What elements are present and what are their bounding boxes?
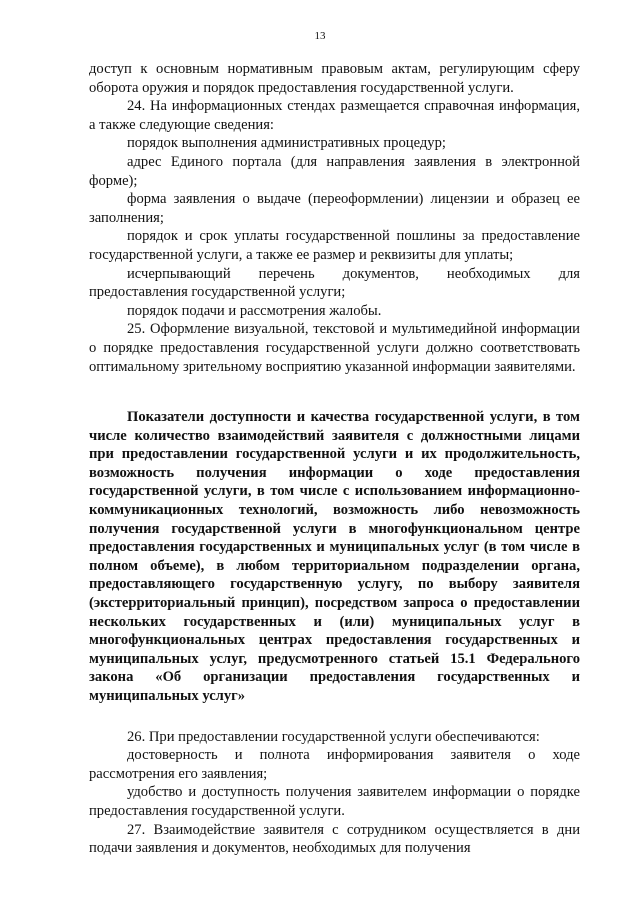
paragraph-admin-procedures: порядок выполнения административных процедур;	[127, 135, 446, 152]
paragraph-convenience: удобство и доступность получения заявителем информации о порядке предоставления государственной услуги.	[89, 784, 580, 819]
paragraph-27-interaction: 27. Взаимодействие заявителя с сотрудником осуществляется в дни подачи заявления и документов, необходимых для получения	[89, 821, 580, 857]
paragraph-complaints: порядок подачи и рассмотрения жалобы.	[127, 302, 382, 319]
page-number: 13	[314, 30, 326, 42]
paragraph-state-duty: порядок и срок уплаты государственной пошлины за предоставление государственной услуги, а также ее размер и реквизиты для уплаты;	[89, 228, 580, 263]
paragraph-documents-list: исчерпывающий перечень документов, необходимых для предоставления государственной услуги;	[89, 265, 580, 301]
paragraph-application-form: форма заявления о выдаче (переоформлении) лицензии и образец ее заполнения;	[89, 191, 580, 226]
paragraph-access-acts: доступ к основным нормативным правовым актам, регулирующим сферу оборота оружия и порядок предоставления государственной услуги.	[89, 61, 580, 96]
paragraph-26-provision: 26. При предоставлении государственной услуги обеспечиваются:	[127, 728, 540, 745]
paragraph-25-visual-info: 25. Оформление визуальной, текстовой и мультимедийной информации о порядке предоставления государственной услуги должно соответствовать оптимальному зрительному восприятию указанной информации заявителями.	[89, 321, 580, 375]
paragraph-portal-address: адрес Единого портала (для направления заявления в электронной форме);	[89, 153, 580, 189]
document-body	[89, 60, 580, 858]
section-heading-accessibility-quality: Показатели доступности и качества государственной услуги, в том числе количество взаимодействий заявителя с должностными лицами при предоставлении государственной услуги и их продолжительность, возможность получения информации о ходе предоставления государственной услуги, в том числе с использованием информационно-коммуникационных технологий, возможность либо невозможность получения государственной услуги в многофункциональном центре предоставления государственных и муниципальных услуг (в том числе в полном объеме), в любом территориальном подразделении органа, предоставляющего государственную услугу, по выбору заявителя (экстерриториальный принцип), посредством запроса о предоставлении нескольких государственных и (или) муниципальных услуг в многофункциональных центрах предоставления государственных и муниципальных услуг, предусмотренного статьей 15.1 Федерального закона «Об организации предоставления государственных и муниципальных услуг»	[89, 409, 580, 704]
paragraph-24-info-stands: 24. На информационных стендах размещается справочная информация, а также следующие сведения:	[89, 98, 580, 133]
paragraph-reliability: достоверность и полнота информирования заявителя о ходе рассмотрения его заявления;	[89, 747, 580, 782]
